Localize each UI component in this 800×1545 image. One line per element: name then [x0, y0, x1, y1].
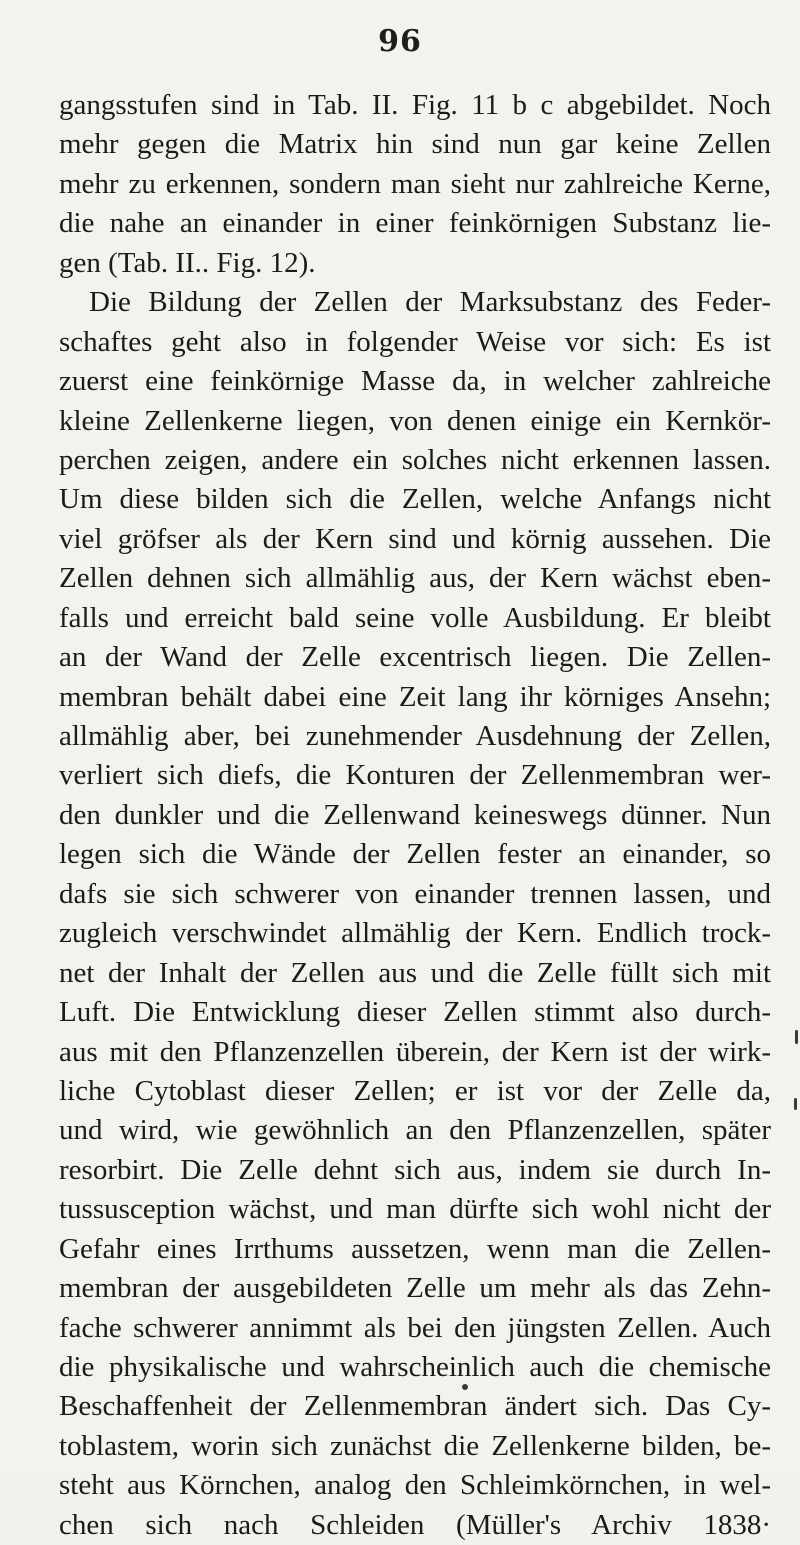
page-number: 96 [378, 24, 422, 59]
body-text [59, 86, 771, 1545]
text-line: toblastem, worin sich zunächst die Zellenkerne bilden, be- [59, 1429, 771, 1462]
text-line: Beschaffenheit der Zellenmembran ändert sich. Das Cy- [59, 1390, 771, 1423]
text-line: viel gröfser als der Kern sind und körnig aussehen. Die [59, 522, 771, 555]
text-line: tussusception wächst, und man dürfte sich wohl nicht der [59, 1193, 771, 1226]
text-line: gangsstufen sind in Tab. II. Fig. 11 b c abgebildet. Noch [59, 89, 771, 121]
text-line: aus mit den Pflanzenzellen überein, der Kern ist der wirk- [59, 1035, 771, 1068]
text-line: gen (Tab. II.. Fig. 12). [59, 246, 316, 279]
text-line: net der Inhalt der Zellen aus und die Zelle füllt sich mit [59, 956, 771, 989]
text-line: die nahe an einander in einer feinkörnigen Substanz lie- [59, 207, 771, 240]
text-line: schaftes geht also in folgender Weise vor sich: Es ist [59, 325, 771, 358]
text-line: Um diese bilden sich die Zellen, welche Anfangs nicht [59, 483, 771, 516]
text-line: den dunkler und die Zellenwand keineswegs dünner. Nun [59, 798, 771, 831]
ink-speck [462, 1384, 468, 1390]
text-line: fache schwerer annimmt als bei den jüngsten Zellen. Auch [59, 1311, 771, 1344]
paragraph-start-line: Die Bildung der Zellen der Marksubstanz des Feder- [89, 286, 771, 319]
text-line: mehr gegen die Matrix hin sind nun gar keine Zellen [59, 128, 771, 161]
text-line: mehr zu erkennen, sondern man sieht nur zahlreiche Kerne, [59, 167, 771, 200]
text-line: allmählig aber, bei zunehmender Ausdehnung der Zellen, [59, 720, 771, 752]
text-line: Zellen dehnen sich allmählig aus, der Kern wächst eben- [59, 562, 771, 595]
text-line: kleine Zellenkerne liegen, von denen einige ein Kernkör- [59, 404, 771, 437]
ink-speck [794, 1098, 797, 1110]
text-line: falls und erreicht bald seine volle Ausbildung. Er bleibt [59, 601, 771, 634]
text-line: die physikalische und wahrscheinlich auch die chemische [59, 1351, 771, 1383]
text-line: liche Cytoblast dieser Zellen; er ist vor der Zelle da, [59, 1074, 771, 1107]
text-line: steht aus Körnchen, analog den Schleimkörnchen, in wel- [59, 1469, 771, 1502]
text-line: zuerst eine feinkörnige Masse da, in welcher zahlreiche [59, 365, 771, 398]
text-line: chen sich nach Schleiden (Müller's Archiv 1838· [59, 1508, 771, 1541]
ink-speck [795, 1030, 798, 1044]
text-line: Luft. Die Entwicklung dieser Zellen stimmt also durch- [59, 996, 771, 1029]
text-line: perchen zeigen, andere ein solches nicht erkennen lassen. [59, 443, 771, 476]
text-line: und wird, wie gewöhnlich an den Pflanzenzellen, später [59, 1114, 771, 1147]
text-line: dafs sie sich schwerer von einander trennen lassen, und [59, 877, 771, 910]
text-line: zugleich verschwindet allmählig der Kern. Endlich trock- [59, 917, 771, 950]
text-line: membran behält dabei eine Zeit lang ihr körniges Ansehn; [59, 680, 771, 713]
text-line: membran der ausgebildeten Zelle um mehr als das Zehn- [59, 1272, 771, 1305]
text-line: an der Wand der Zelle excentrisch liegen. Die Zellen- [59, 641, 771, 674]
text-line: verliert sich diefs, die Konturen der Zellenmembran wer- [59, 759, 771, 792]
text-line: resorbirt. Die Zelle dehnt sich aus, indem sie durch In- [59, 1153, 771, 1186]
text-line: legen sich die Wände der Zellen fester an einander, so [59, 838, 771, 871]
text-line: Gefahr eines Irrthums aussetzen, wenn man die Zellen- [59, 1232, 771, 1265]
